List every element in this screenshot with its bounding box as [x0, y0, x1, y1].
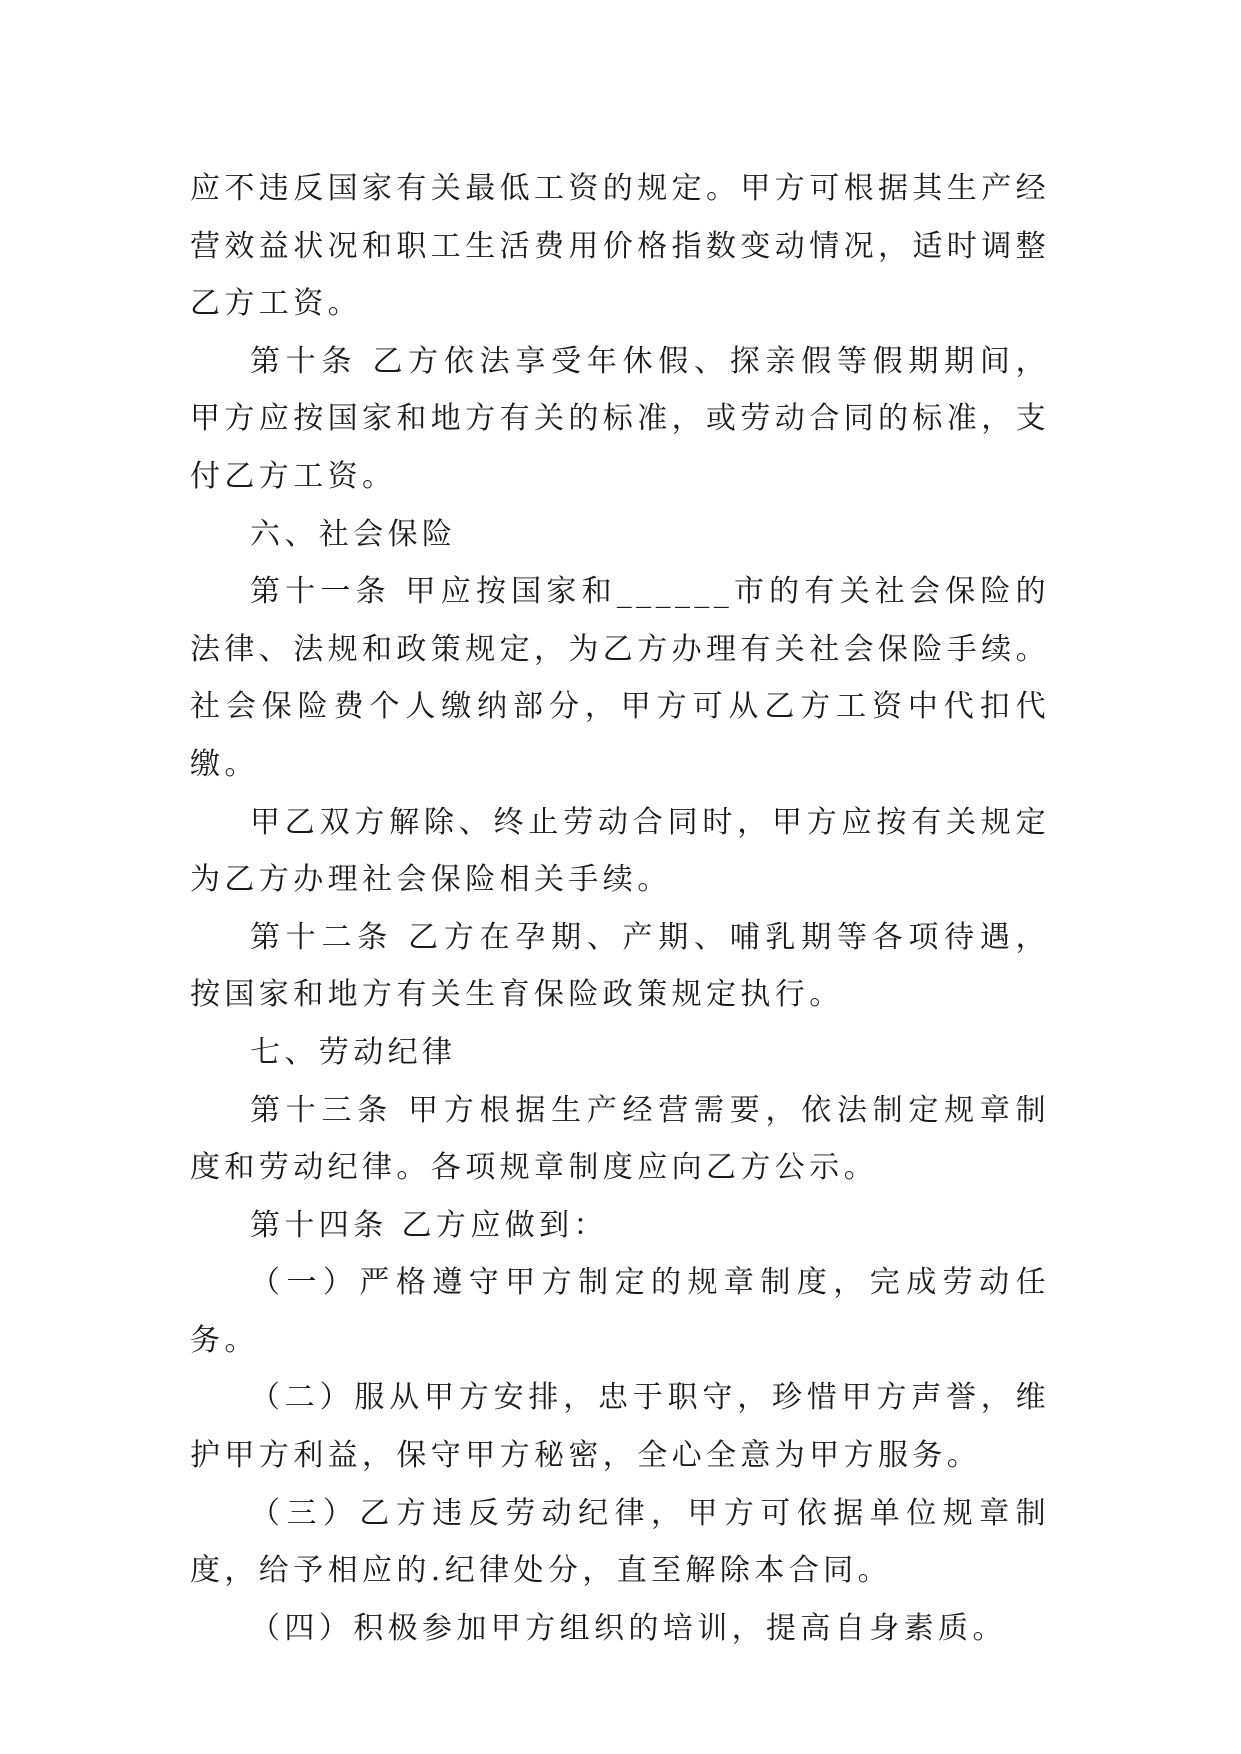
paragraph-article-12: 第十二条 乙方在孕期、产期、哺乳期等各项待遇，按国家和地方有关生育保险政策规定执行。 [190, 919, 1050, 1013]
list-item-1: （一）严格遵守甲方制定的规章制度，完成劳动任务。 [190, 1265, 1050, 1358]
section-heading-social-insurance: 六、社会保险 [250, 516, 457, 552]
paragraph-article-13: 第十三条 甲方根据生产经营需要，依法制定规章制度和劳动纪律。各项规章制度应向乙方公示。 [190, 1092, 1050, 1186]
paragraph-wage-minimum: 应不违反国家有关最低工资的规定。甲方可根据其生产经营效益状况和职工生活费用价格指数变动情况，适时调整乙方工资。 [190, 171, 1050, 322]
list-item-4: （四）积极参加甲方组织的培训，提高自身素质。 [250, 1610, 1007, 1646]
list-item-3: （三）乙方违反劳动纪律，甲方可依据单位规章制度，给予相应的.纪律处分，直至解除本合同。 [190, 1495, 1050, 1589]
paragraph-article-11: 第十一条 甲应按国家和______市的有关社会保险的法律、法规和政策规定，为乙方办理有关社会保险手续。社会保险费个人缴纳部分，甲方可从乙方工资中代扣代缴。 [190, 574, 1050, 782]
list-item-2: （二）服从甲方安排，忠于职守，珍惜甲方声誉，维护甲方利益，保守甲方秘密，全心全意为甲方服务。 [190, 1380, 1050, 1474]
section-heading-labor-discipline: 七、劳动纪律 [250, 1034, 457, 1070]
document-page [190, 160, 1050, 1657]
paragraph-termination-insurance: 甲乙双方解除、终止劳动合同时，甲方应按有关规定为乙方办理社会保险相关手续。 [190, 804, 1050, 898]
paragraph-article-10: 第十条 乙方依法享受年休假、探亲假等假期期间，甲方应按国家和地方有关的标准，或劳动合同的标准，支付乙方工资。 [190, 343, 1050, 494]
paragraph-article-14: 第十四条 乙方应做到： [250, 1207, 608, 1243]
